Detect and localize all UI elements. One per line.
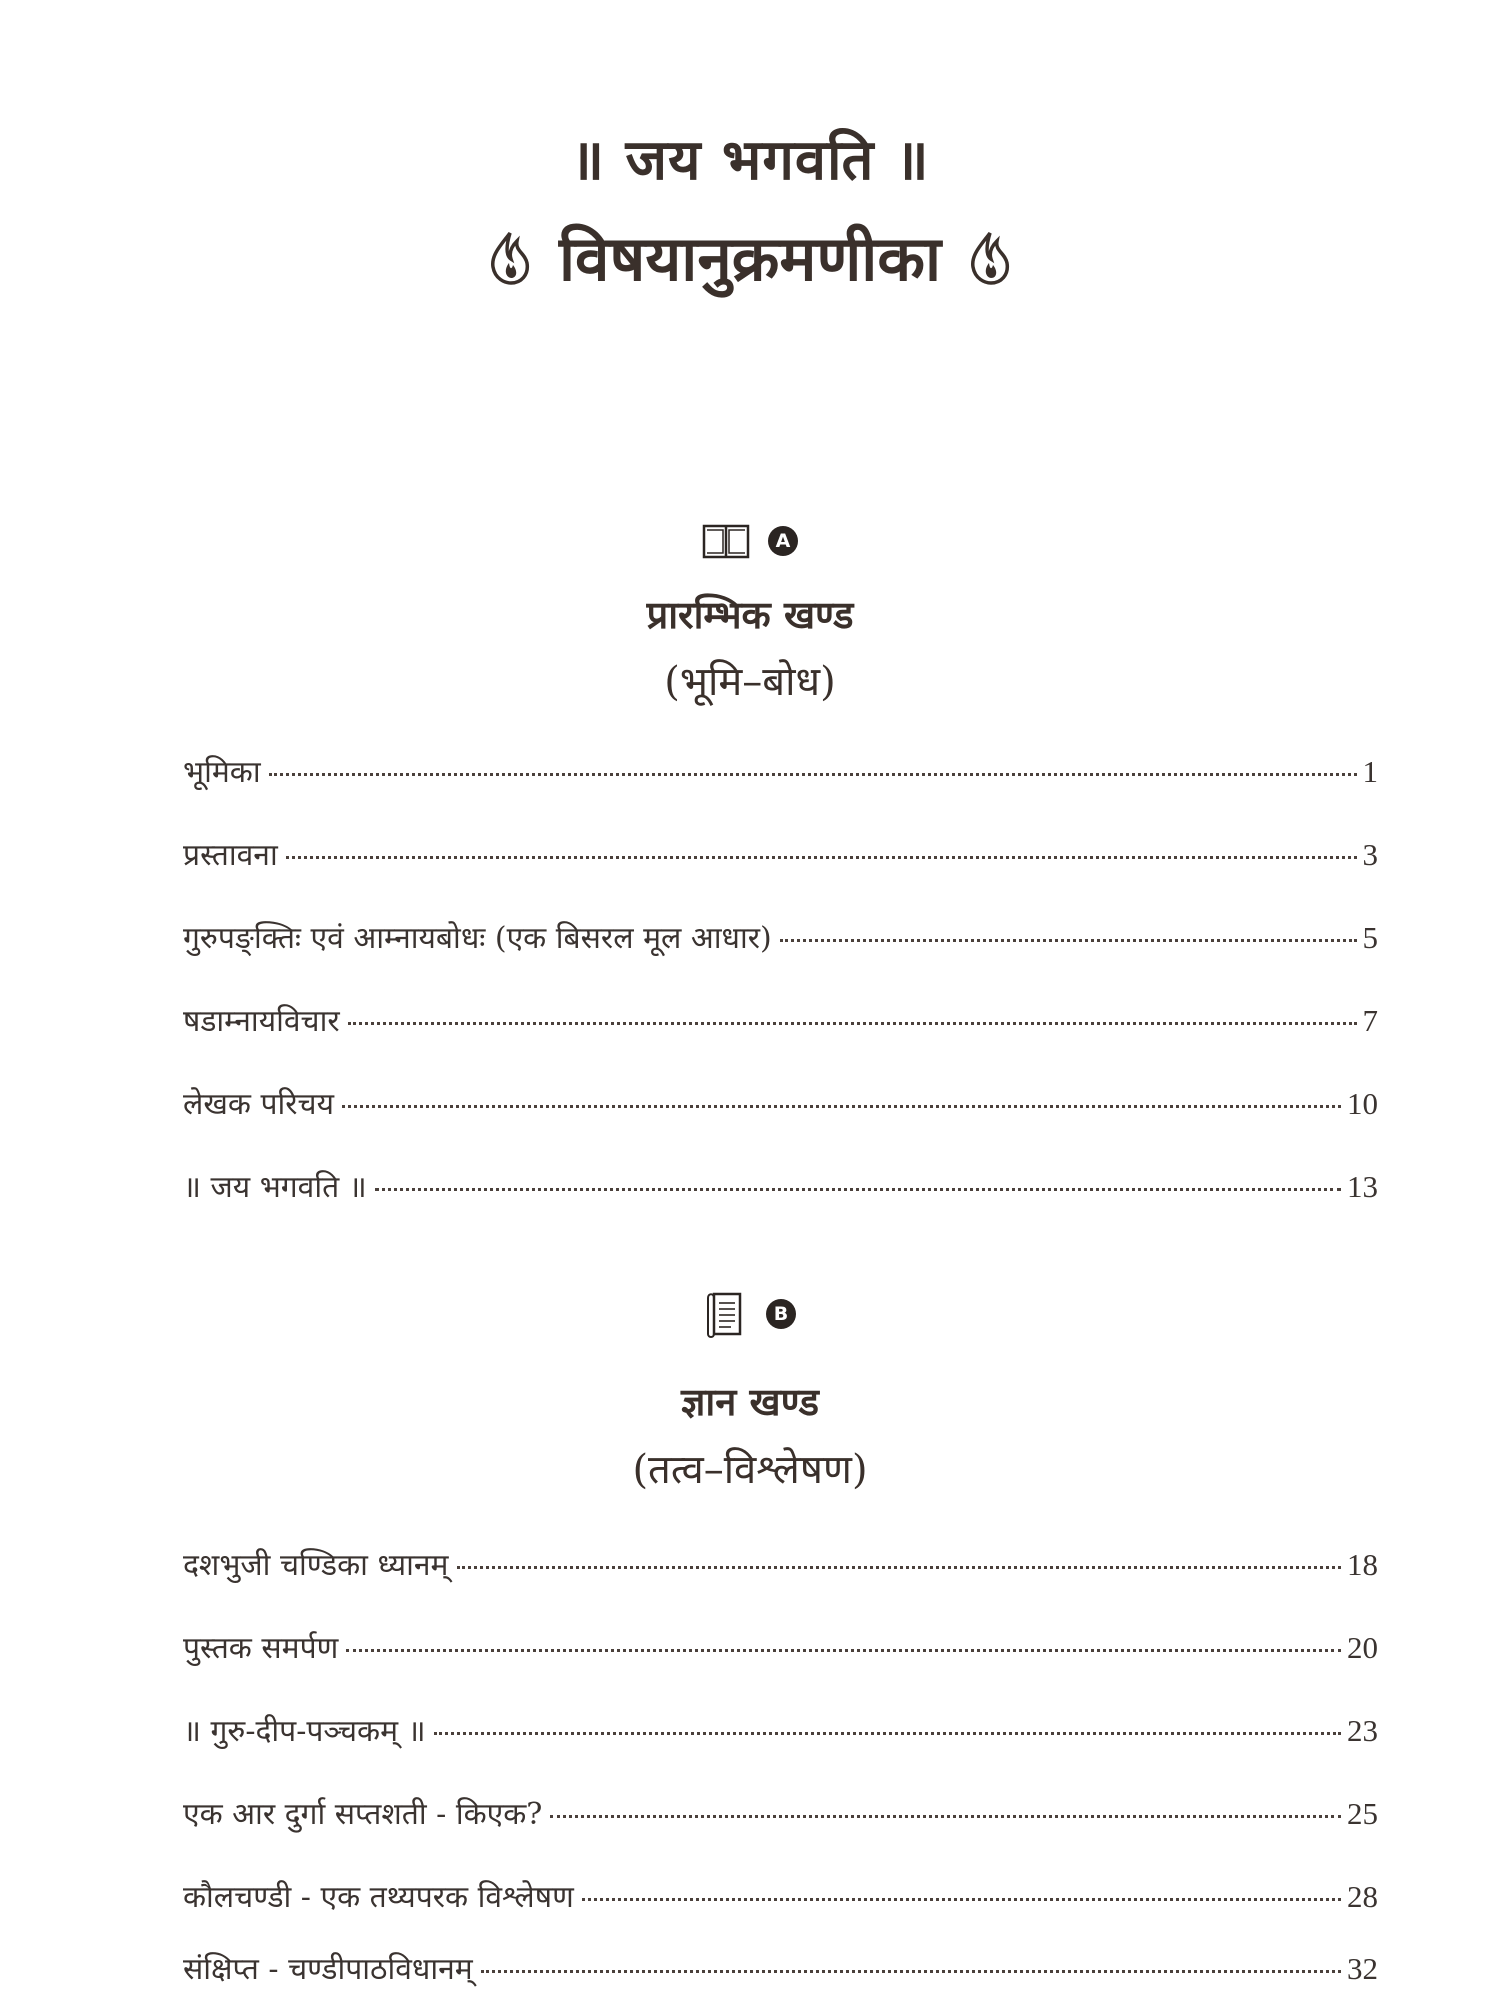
dot-leader: [348, 1022, 1357, 1025]
dot-leader: [582, 1898, 1341, 1901]
dot-leader: [780, 939, 1357, 942]
page-heading: [0, 215, 1500, 299]
toc-entry[interactable]: [183, 916, 1378, 960]
toc-entry-label: लेखक परिचय: [183, 1087, 334, 1122]
heading-text: विषयानुक्रमणीका: [558, 222, 942, 295]
toc-entry-page: 10: [1347, 1086, 1378, 1121]
toc-entry-label: ॥ गुरु-दीप-पञ्चकम् ॥: [183, 1714, 426, 1749]
dot-leader: [434, 1732, 1341, 1735]
toc-entry-label: कौलचण्डी - एक तथ्यपरक विश्लेषण: [183, 1880, 574, 1915]
toc-entry[interactable]: [183, 1709, 1378, 1753]
toc-entry-page: 1: [1362, 754, 1378, 789]
scroll-icon: [704, 1290, 748, 1338]
dot-leader: [550, 1815, 1341, 1818]
toc-entry[interactable]: [183, 1947, 1378, 1991]
dot-leader: [269, 773, 1357, 776]
toc-entry-page: 3: [1362, 837, 1378, 872]
toc-entry[interactable]: [183, 1543, 1378, 1587]
toc-entry-label: गुरुपङ्क्तिः एवं आम्नायबोधः (एक बिसरल मूल आधार): [183, 921, 772, 956]
open-book-icon: [702, 522, 750, 560]
toc-entry-page: 13: [1347, 1169, 1378, 1204]
section-badge: B: [766, 1299, 796, 1329]
toc-entry[interactable]: [183, 833, 1378, 877]
toc-entry-label: संक्षिप्त - चण्डीपाठविधानम्: [183, 1952, 473, 1987]
toc-entry-label: दशभुजी चण्डिका ध्यानम्: [183, 1548, 449, 1583]
dot-leader: [342, 1105, 1341, 1108]
toc-entry-page: 28: [1347, 1879, 1378, 1914]
toc-entry-page: 25: [1347, 1796, 1378, 1831]
flame-icon: [487, 229, 533, 285]
toc-entry-label: एक आर दुर्गा सप्तशती - किएक?: [183, 1797, 543, 1832]
dot-leader: [286, 856, 1357, 859]
toc-entry[interactable]: [183, 1875, 1378, 1919]
section-b-icons: [0, 1290, 1500, 1338]
toc-entry-page: 7: [1362, 1003, 1378, 1038]
toc-entry-page: 32: [1347, 1951, 1378, 1986]
dot-leader: [457, 1566, 1342, 1569]
toc-entry[interactable]: [183, 1165, 1378, 1209]
toc-entry[interactable]: [183, 999, 1378, 1043]
toc-entry[interactable]: [183, 1792, 1378, 1836]
section-title: प्रारम्भिक खण्ड: [646, 592, 854, 637]
toc-entry[interactable]: [183, 750, 1378, 794]
toc-entry-page: 20: [1347, 1630, 1378, 1665]
section-title: ज्ञान खण्ड: [681, 1379, 819, 1424]
dot-leader: [375, 1188, 1341, 1191]
toc-entry-label: षडाम्नायविचार: [183, 1004, 340, 1039]
toc-entry-label: प्रस्तावना: [183, 838, 278, 873]
dot-leader: [481, 1970, 1341, 1973]
dot-leader: [346, 1649, 1341, 1652]
toc-entry[interactable]: [183, 1082, 1378, 1126]
section-badge: A: [768, 526, 798, 556]
section-subtitle: (तत्व–विश्लेषण): [632, 1447, 868, 1493]
toc-entry-label: भूमिका: [183, 755, 261, 790]
toc-entry-label: ॥ जय भगवति ॥: [183, 1170, 367, 1205]
flame-icon: [967, 229, 1013, 285]
toc-entry-page: 5: [1362, 920, 1378, 955]
toc-entry-page: 23: [1347, 1713, 1378, 1748]
toc-entry[interactable]: [183, 1626, 1378, 1670]
section-a-icons: [0, 522, 1500, 560]
page-title: ॥ जय भगवति ॥: [570, 127, 930, 193]
toc-entry-page: 18: [1347, 1547, 1378, 1582]
toc-entry-label: पुस्तक समर्पण: [183, 1631, 339, 1666]
section-subtitle: (भूमि–बोध): [664, 659, 836, 705]
